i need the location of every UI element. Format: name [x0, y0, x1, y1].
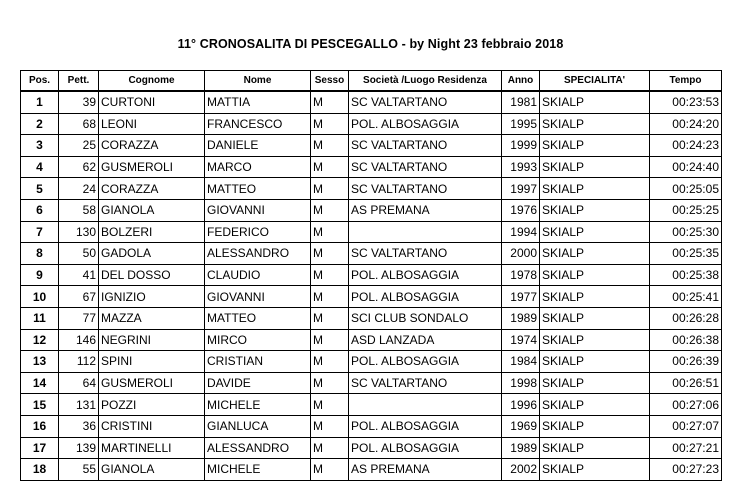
cell-nome: MARCO	[205, 156, 311, 178]
cell-specialita: SKIALP	[540, 329, 650, 351]
cell-pos: 7	[21, 221, 59, 243]
cell-nome: ALESSANDRO	[205, 437, 311, 459]
cell-tempo: 00:24:40	[650, 156, 722, 178]
cell-societa: AS PREMANA	[349, 199, 502, 221]
header-row	[21, 71, 722, 92]
cell-anno: 1981	[502, 91, 540, 113]
cell-tempo: 00:25:38	[650, 264, 722, 286]
cell-nome: DAVIDE	[205, 372, 311, 394]
cell-anno: 1978	[502, 264, 540, 286]
table-row	[21, 221, 722, 243]
header-pett: Pett.	[59, 71, 99, 92]
cell-anno: 1989	[502, 307, 540, 329]
cell-specialita: SKIALP	[540, 286, 650, 308]
cell-pett: 39	[59, 91, 99, 113]
cell-cognome: GUSMEROLI	[99, 156, 205, 178]
cell-pett: 41	[59, 264, 99, 286]
cell-societa: SC VALTARTANO	[349, 372, 502, 394]
header-anno: Anno	[502, 71, 540, 92]
cell-pos: 15	[21, 394, 59, 416]
header-sesso: Sesso	[311, 71, 349, 92]
cell-societa	[349, 221, 502, 243]
cell-nome: GIANLUCA	[205, 415, 311, 437]
cell-anno: 1998	[502, 372, 540, 394]
cell-pos: 14	[21, 372, 59, 394]
cell-sesso: M	[311, 156, 349, 178]
cell-cognome: MAZZA	[99, 307, 205, 329]
cell-nome: GIOVANNI	[205, 286, 311, 308]
header-nome: Nome	[205, 71, 311, 92]
cell-tempo: 00:23:53	[650, 91, 722, 113]
cell-societa: SC VALTARTANO	[349, 243, 502, 265]
cell-tempo: 00:24:23	[650, 135, 722, 157]
cell-pos: 2	[21, 113, 59, 135]
table-row	[21, 113, 722, 135]
results-body	[21, 91, 722, 480]
cell-tempo: 00:26:38	[650, 329, 722, 351]
cell-anno: 1974	[502, 329, 540, 351]
cell-pos: 1	[21, 91, 59, 113]
table-row	[21, 199, 722, 221]
cell-sesso: M	[311, 394, 349, 416]
cell-cognome: GUSMEROLI	[99, 372, 205, 394]
cell-tempo: 00:26:28	[650, 307, 722, 329]
table-row	[21, 156, 722, 178]
cell-societa: SC VALTARTANO	[349, 91, 502, 113]
cell-cognome: CRISTINI	[99, 415, 205, 437]
cell-sesso: M	[311, 286, 349, 308]
cell-anno: 1984	[502, 351, 540, 373]
cell-sesso: M	[311, 135, 349, 157]
cell-sesso: M	[311, 221, 349, 243]
cell-pett: 67	[59, 286, 99, 308]
cell-nome: CLAUDIO	[205, 264, 311, 286]
cell-specialita: SKIALP	[540, 264, 650, 286]
cell-tempo: 00:25:30	[650, 221, 722, 243]
cell-nome: DANIELE	[205, 135, 311, 157]
cell-societa: POL. ALBOSAGGIA	[349, 415, 502, 437]
cell-pos: 13	[21, 351, 59, 373]
header-cognome: Cognome	[99, 71, 205, 92]
cell-sesso: M	[311, 307, 349, 329]
cell-nome: FEDERICO	[205, 221, 311, 243]
cell-pett: 62	[59, 156, 99, 178]
table-row	[21, 91, 722, 113]
cell-pos: 16	[21, 415, 59, 437]
cell-anno: 2000	[502, 243, 540, 265]
cell-anno: 1969	[502, 415, 540, 437]
cell-societa	[349, 394, 502, 416]
table-row	[21, 307, 722, 329]
cell-anno: 1995	[502, 113, 540, 135]
table-row	[21, 135, 722, 157]
cell-specialita: SKIALP	[540, 113, 650, 135]
cell-specialita: SKIALP	[540, 243, 650, 265]
cell-cognome: DEL DOSSO	[99, 264, 205, 286]
cell-specialita: SKIALP	[540, 156, 650, 178]
table-row	[21, 415, 722, 437]
cell-pos: 3	[21, 135, 59, 157]
cell-pos: 11	[21, 307, 59, 329]
cell-pett: 146	[59, 329, 99, 351]
cell-anno: 1996	[502, 394, 540, 416]
cell-tempo: 00:26:51	[650, 372, 722, 394]
header-tempo: Tempo	[650, 71, 722, 92]
cell-specialita: SKIALP	[540, 307, 650, 329]
cell-nome: FRANCESCO	[205, 113, 311, 135]
cell-societa: POL. ALBOSAGGIA	[349, 113, 502, 135]
cell-tempo: 00:26:39	[650, 351, 722, 373]
cell-specialita: SKIALP	[540, 135, 650, 157]
cell-societa: POL. ALBOSAGGIA	[349, 437, 502, 459]
cell-pos: 9	[21, 264, 59, 286]
table-row	[21, 459, 722, 481]
cell-tempo: 00:24:20	[650, 113, 722, 135]
cell-cognome: GADOLA	[99, 243, 205, 265]
table-row	[21, 437, 722, 459]
cell-pett: 112	[59, 351, 99, 373]
cell-sesso: M	[311, 264, 349, 286]
cell-tempo: 00:27:23	[650, 459, 722, 481]
cell-specialita: SKIALP	[540, 199, 650, 221]
cell-pett: 139	[59, 437, 99, 459]
cell-pos: 4	[21, 156, 59, 178]
header-specialita: SPECIALITA'	[540, 71, 650, 92]
cell-cognome: GIANOLA	[99, 459, 205, 481]
cell-nome: MATTEO	[205, 178, 311, 200]
cell-specialita: SKIALP	[540, 178, 650, 200]
table-row	[21, 394, 722, 416]
cell-sesso: M	[311, 91, 349, 113]
cell-anno: 1993	[502, 156, 540, 178]
cell-anno: 1997	[502, 178, 540, 200]
cell-societa: ASD LANZADA	[349, 329, 502, 351]
cell-nome: MICHELE	[205, 394, 311, 416]
cell-nome: MIRCO	[205, 329, 311, 351]
table-row	[21, 286, 722, 308]
cell-cognome: GIANOLA	[99, 199, 205, 221]
cell-pett: 131	[59, 394, 99, 416]
cell-cognome: CORAZZA	[99, 178, 205, 200]
cell-sesso: M	[311, 329, 349, 351]
cell-pett: 25	[59, 135, 99, 157]
cell-sesso: M	[311, 415, 349, 437]
results-table	[20, 70, 722, 481]
header-societa: Società /Luogo Residenza	[349, 71, 502, 92]
cell-tempo: 00:25:05	[650, 178, 722, 200]
table-row	[21, 351, 722, 373]
cell-nome: MATTEO	[205, 307, 311, 329]
cell-sesso: M	[311, 351, 349, 373]
cell-pett: 77	[59, 307, 99, 329]
cell-cognome: POZZI	[99, 394, 205, 416]
cell-pos: 8	[21, 243, 59, 265]
cell-pos: 6	[21, 199, 59, 221]
cell-tempo: 00:25:35	[650, 243, 722, 265]
table-row	[21, 372, 722, 394]
cell-pett: 50	[59, 243, 99, 265]
cell-cognome: MARTINELLI	[99, 437, 205, 459]
cell-pett: 64	[59, 372, 99, 394]
cell-cognome: NEGRINI	[99, 329, 205, 351]
cell-societa: SCI CLUB SONDALO	[349, 307, 502, 329]
cell-specialita: SKIALP	[540, 91, 650, 113]
cell-pett: 130	[59, 221, 99, 243]
cell-anno: 1976	[502, 199, 540, 221]
cell-anno: 1999	[502, 135, 540, 157]
cell-cognome: IGNIZIO	[99, 286, 205, 308]
cell-pett: 55	[59, 459, 99, 481]
cell-tempo: 00:27:21	[650, 437, 722, 459]
cell-pos: 5	[21, 178, 59, 200]
cell-societa: SC VALTARTANO	[349, 135, 502, 157]
cell-sesso: M	[311, 199, 349, 221]
table-row	[21, 264, 722, 286]
cell-cognome: CURTONI	[99, 91, 205, 113]
cell-anno: 1994	[502, 221, 540, 243]
cell-cognome: SPINI	[99, 351, 205, 373]
table-row	[21, 178, 722, 200]
cell-pett: 68	[59, 113, 99, 135]
cell-tempo: 00:25:25	[650, 199, 722, 221]
cell-sesso: M	[311, 178, 349, 200]
cell-societa: POL. ALBOSAGGIA	[349, 351, 502, 373]
header-pos: Pos.	[21, 71, 59, 92]
cell-nome: MICHELE	[205, 459, 311, 481]
cell-pett: 24	[59, 178, 99, 200]
cell-sesso: M	[311, 113, 349, 135]
cell-societa: POL. ALBOSAGGIA	[349, 264, 502, 286]
cell-societa: POL. ALBOSAGGIA	[349, 286, 502, 308]
cell-societa: SC VALTARTANO	[349, 178, 502, 200]
page-title: 11° CRONOSALITA DI PESCEGALLO - by Night 23 febbraio 2018	[177, 37, 564, 51]
cell-pos: 12	[21, 329, 59, 351]
cell-cognome: CORAZZA	[99, 135, 205, 157]
cell-specialita: SKIALP	[540, 372, 650, 394]
cell-pett: 36	[59, 415, 99, 437]
cell-societa: AS PREMANA	[349, 459, 502, 481]
cell-sesso: M	[311, 437, 349, 459]
cell-sesso: M	[311, 243, 349, 265]
cell-nome: MATTIA	[205, 91, 311, 113]
cell-anno: 1977	[502, 286, 540, 308]
cell-sesso: M	[311, 372, 349, 394]
cell-specialita: SKIALP	[540, 351, 650, 373]
table-row	[21, 243, 722, 265]
cell-societa: SC VALTARTANO	[349, 156, 502, 178]
cell-specialita: SKIALP	[540, 437, 650, 459]
cell-pos: 10	[21, 286, 59, 308]
cell-anno: 1989	[502, 437, 540, 459]
cell-pos: 17	[21, 437, 59, 459]
cell-tempo: 00:27:06	[650, 394, 722, 416]
cell-sesso: M	[311, 459, 349, 481]
table-row	[21, 329, 722, 351]
cell-tempo: 00:27:07	[650, 415, 722, 437]
cell-nome: CRISTIAN	[205, 351, 311, 373]
cell-specialita: SKIALP	[540, 394, 650, 416]
cell-tempo: 00:25:41	[650, 286, 722, 308]
cell-nome: GIOVANNI	[205, 199, 311, 221]
cell-specialita: SKIALP	[540, 221, 650, 243]
cell-nome: ALESSANDRO	[205, 243, 311, 265]
cell-pos: 18	[21, 459, 59, 481]
cell-anno: 2002	[502, 459, 540, 481]
cell-specialita: SKIALP	[540, 459, 650, 481]
cell-cognome: BOLZERI	[99, 221, 205, 243]
cell-cognome: LEONI	[99, 113, 205, 135]
cell-specialita: SKIALP	[540, 415, 650, 437]
cell-pett: 58	[59, 199, 99, 221]
